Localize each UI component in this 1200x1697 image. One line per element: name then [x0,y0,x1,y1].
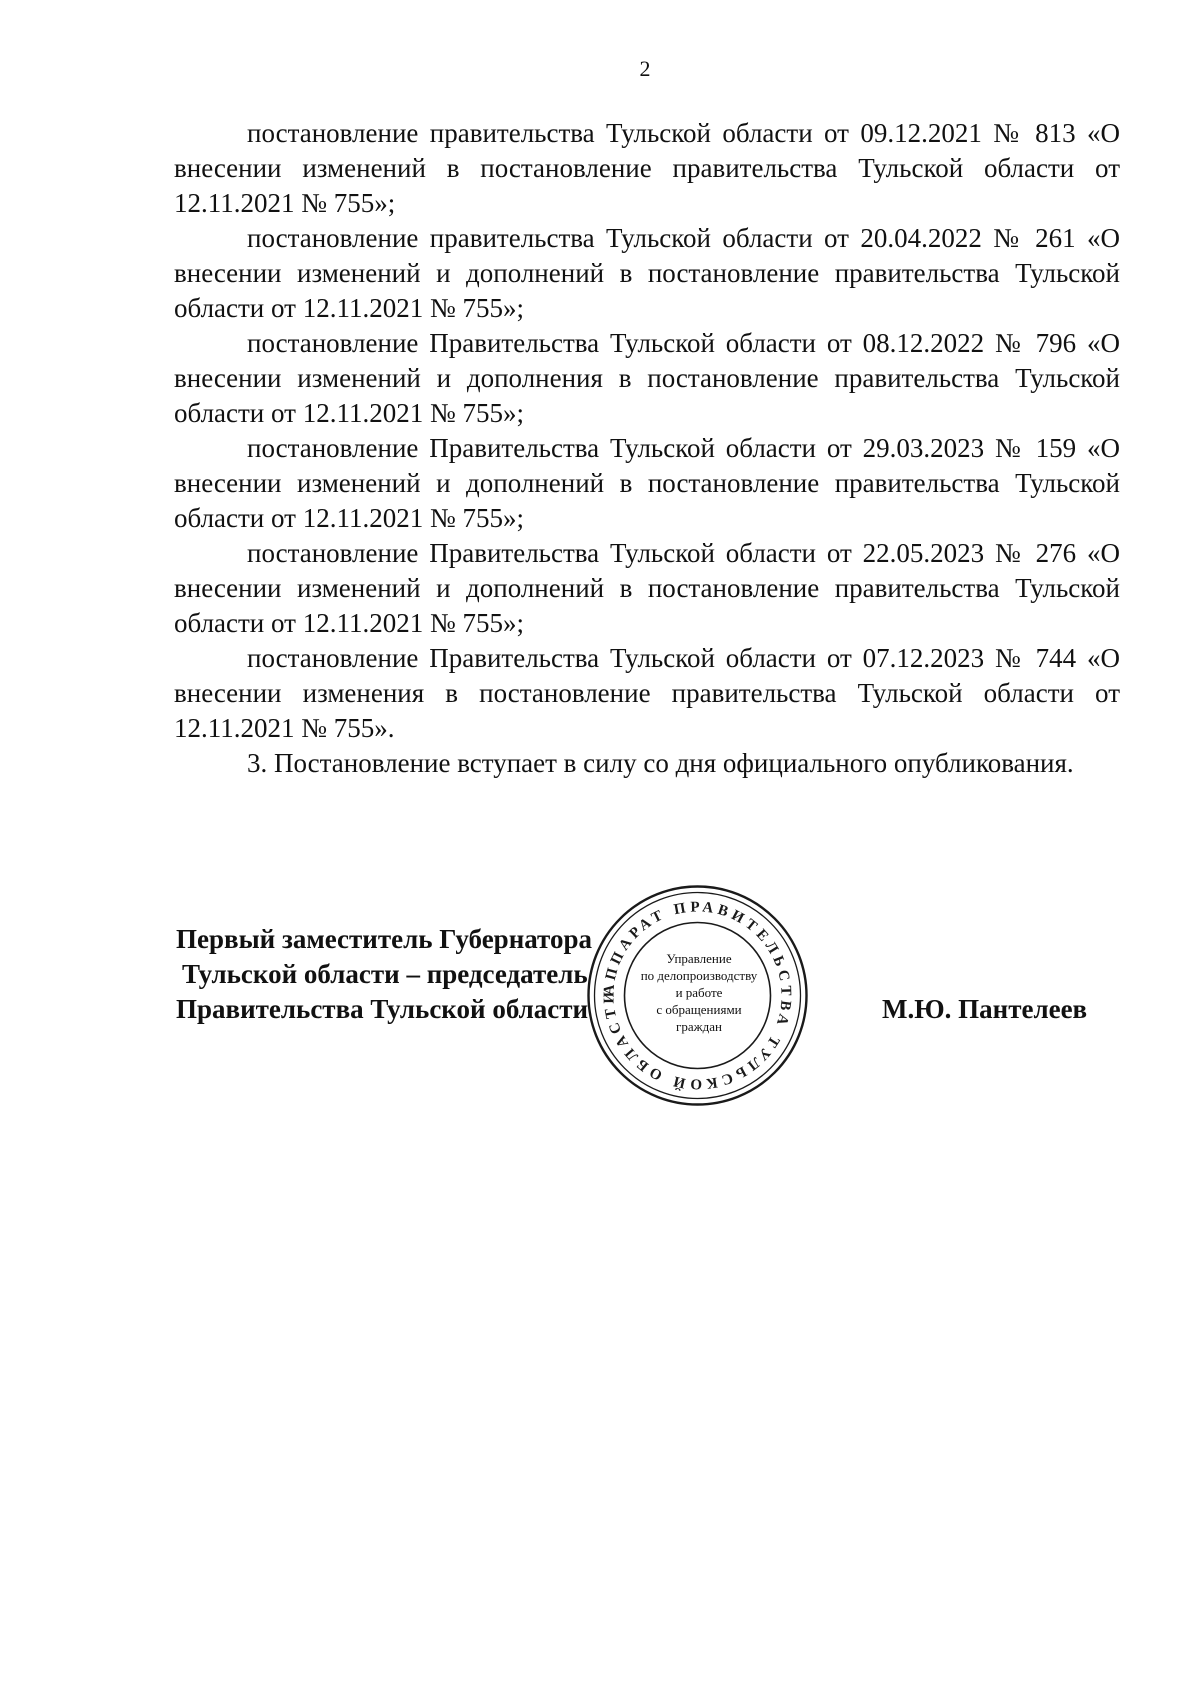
seal-line-1: Управление [666,951,732,966]
paragraph-effective-clause: 3. Постановление вступает в силу со дня официального опубликования. [247,748,1074,778]
paragraph-resolution-159: постановление Правительства Тульской области от 29.03.2023 № 159 «О внесении изменений и дополнений в постановление правительства Тульской области от 12.11.2021 № 755»; [174,433,1120,533]
signatory-title-line-2: Тульской области – председатель [182,959,588,989]
seal-line-4: с обращениями [656,1002,742,1017]
seal-inner-text [624,950,774,1035]
seal-line-3: и работе [675,985,723,1000]
signatory-name: М.Ю. Пантелеев [882,994,1088,1024]
signatory-title-line-3: Правительства Тульской области [176,994,589,1024]
paragraph-resolution-261: постановление правительства Тульской области от 20.04.2022 № 261 «О внесении изменений и дополнений в постановление правительства Тульской области от 12.11.2021 № 755»; [174,223,1120,323]
page-number: 2 [639,56,651,81]
seal-ring-textpath: АППАРАТ ПРАВИТЕЛЬСТВА ТУЛЬСКОЙ ОБЛАСТИ [601,899,794,1092]
paragraph-resolution-796: постановление Правительства Тульской области от 08.12.2022 № 796 «О внесении изменений и дополнения в постановление правительства Тульской области от 12.11.2021 № 755»; [174,328,1120,428]
paragraph-resolution-744: постановление Правительства Тульской области от 07.12.2023 № 744 «О внесении изменения в постановление правительства Тульской области от 12.11.2021 № 755». [174,643,1120,743]
body-text [174,116,1120,781]
seal-line-2: по делопроизводству [640,968,758,983]
signatory-title-line-1: Первый заместитель Губернатора [176,924,592,954]
seal-line-5: граждан [676,1019,722,1034]
paragraph-resolution-276: постановление Правительства Тульской области от 22.05.2023 № 276 «О внесении изменений и дополнений в постановление правительства Тульской области от 12.11.2021 № 755»; [174,538,1120,638]
signatory-title [176,922,592,1027]
paragraph-resolution-813: постановление правительства Тульской области от 09.12.2021 № 813 «О внесении изменений в постановление правительства Тульской области от 12.11.2021 № 755»; [174,118,1120,218]
